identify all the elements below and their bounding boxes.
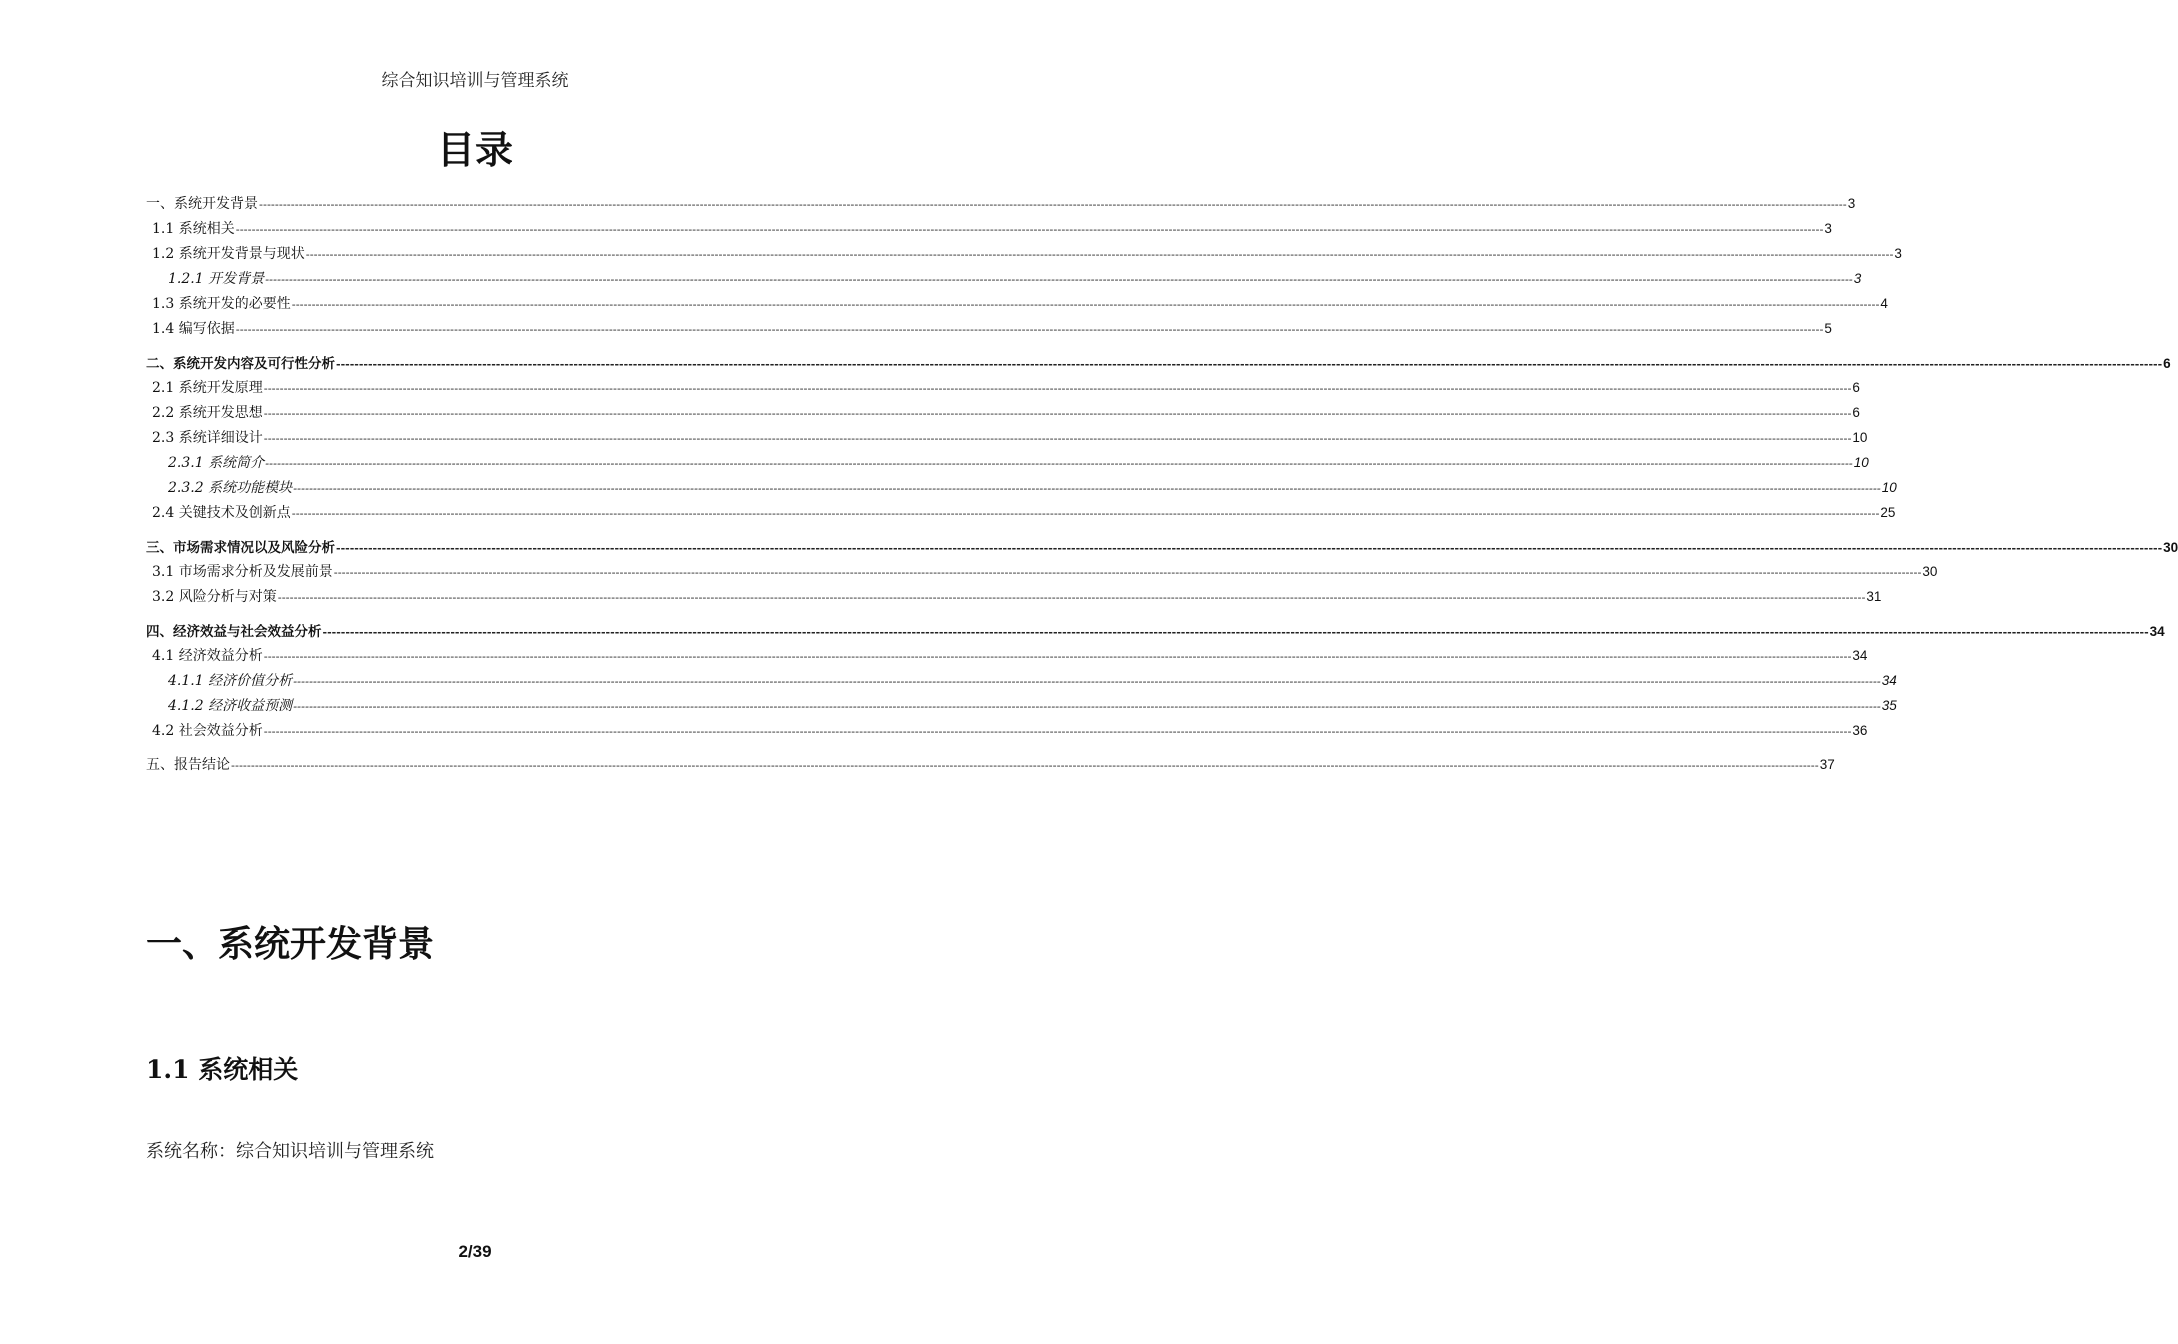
toc-entry[interactable] — [146, 193, 1856, 218]
toc-leader: ---------------------------------------------------------------------------------------------------------------------------------------------------------------------------------------------------------------------------------------------------------------------------------------------------------------------------------------------------------------------------------------------------------------- — [293, 700, 1881, 713]
toc-page-number: 6 — [1852, 380, 1860, 395]
toc-leader: ---------------------------------------------------------------------------------------------------------------------------------------------------------------------------------------------------------------------------------------------------------------------------------------------------------------------------------------------------------------------------------------------------------------- — [293, 675, 1881, 688]
toc-entry-text: 2.1 系统开发原理 — [152, 380, 263, 396]
toc-entry[interactable] — [146, 402, 1860, 427]
toc-page-number: 31 — [1866, 589, 1882, 604]
toc-leader: ---------------------------------------------------------------------------------------------------------------------------------------------------------------------------------------------------------------------------------------------------------------------------------------------------------------------------------------------------------------------------------------------------------------- — [235, 323, 1824, 336]
toc-entry-text: 1.2.1 开发背景 — [168, 271, 265, 287]
toc-page-number: 4 — [1880, 296, 1888, 311]
toc-page-number: 3 — [1847, 196, 1856, 211]
toc-entry[interactable] — [146, 586, 1882, 611]
toc-page-number: 34 — [1881, 673, 1897, 688]
toc-entry-text: 2.2 系统开发思想 — [152, 405, 263, 421]
toc-leader: ---------------------------------------------------------------------------------------------------------------------------------------------------------------------------------------------------------------------------------------------------------------------------------------------------------------------------------------------------------------------------------------------------------------- — [263, 725, 1852, 738]
toc-entry-text: 一、系统开发背景 — [146, 196, 258, 212]
toc-page-number: 37 — [1819, 757, 1835, 772]
toc-leader: ---------------------------------------------------------------------------------------------------------------------------------------------------------------------------------------------------------------------------------------------------------------------------------------------------------------------------------------------------------------------------------------------------------------- — [231, 759, 1819, 772]
table-of-contents — [146, 184, 2178, 779]
toc-entry-text: 2.3.1 系统简介 — [168, 455, 265, 471]
toc-entry[interactable] — [146, 695, 1897, 720]
toc-entry[interactable] — [146, 352, 2171, 377]
toc-leader: ---------------------------------------------------------------------------------------------------------------------------------------------------------------------------------------------------------------------------------------------------------------------------------------------------------------------------------------------------------------------------------------------------------------- — [336, 358, 2163, 371]
toc-entry-text: 二、系统开发内容及可行性分析 — [146, 356, 335, 372]
toc-entry[interactable] — [146, 243, 1902, 268]
toc-entry[interactable] — [146, 268, 1862, 293]
toc-title: 目录 — [436, 128, 513, 172]
toc-entry[interactable] — [146, 293, 1888, 318]
toc-entry-text: 4.1.2 经济收益预测 — [168, 698, 293, 714]
toc-page-number: 30 — [2163, 540, 2178, 555]
toc-leader: ---------------------------------------------------------------------------------------------------------------------------------------------------------------------------------------------------------------------------------------------------------------------------------------------------------------------------------------------------------------------------------------------------------------- — [322, 626, 2149, 639]
toc-entry[interactable] — [146, 536, 2178, 561]
toc-page-number: 3 — [1894, 246, 1902, 261]
body-paragraph: 系统名称：综合知识培训与管理系统 — [146, 1141, 434, 1162]
toc-page-number: 6 — [1852, 405, 1860, 420]
page-number: 2/39 — [458, 1242, 492, 1261]
toc-entry[interactable] — [146, 377, 1860, 402]
toc-entry-text: 4.1.1 经济价值分析 — [168, 673, 293, 689]
toc-page-number: 30 — [1922, 564, 1938, 579]
toc-leader: ---------------------------------------------------------------------------------------------------------------------------------------------------------------------------------------------------------------------------------------------------------------------------------------------------------------------------------------------------------------------------------------------------------------- — [265, 273, 1853, 286]
toc-entry-text: 1.3 系统开发的必要性 — [152, 296, 291, 312]
toc-leader: ---------------------------------------------------------------------------------------------------------------------------------------------------------------------------------------------------------------------------------------------------------------------------------------------------------------------------------------------------------------------------------------------------------------- — [263, 432, 1852, 445]
toc-page-number: 34 — [2149, 624, 2165, 639]
toc-entry[interactable] — [146, 502, 1896, 527]
toc-leader: ---------------------------------------------------------------------------------------------------------------------------------------------------------------------------------------------------------------------------------------------------------------------------------------------------------------------------------------------------------------------------------------------------------------- — [293, 482, 1881, 495]
toc-entry[interactable] — [146, 218, 1832, 243]
toc-entry[interactable] — [146, 670, 1897, 695]
toc-entry[interactable] — [146, 318, 1832, 343]
toc-entry-text: 2.3 系统详细设计 — [152, 430, 263, 446]
toc-entry-text: 3.1 市场需求分析及发展前景 — [152, 564, 333, 580]
toc-entry[interactable] — [146, 620, 2165, 645]
toc-page-number: 10 — [1881, 480, 1897, 495]
toc-leader: ---------------------------------------------------------------------------------------------------------------------------------------------------------------------------------------------------------------------------------------------------------------------------------------------------------------------------------------------------------------------------------------------------------------- — [259, 198, 1847, 211]
toc-leader: ---------------------------------------------------------------------------------------------------------------------------------------------------------------------------------------------------------------------------------------------------------------------------------------------------------------------------------------------------------------------------------------------------------------- — [263, 407, 1852, 420]
toc-page-number: 10 — [1853, 455, 1869, 470]
toc-page-number: 35 — [1881, 698, 1897, 713]
toc-leader: ---------------------------------------------------------------------------------------------------------------------------------------------------------------------------------------------------------------------------------------------------------------------------------------------------------------------------------------------------------------------------------------------------------------- — [263, 650, 1852, 663]
toc-page-number: 25 — [1880, 505, 1896, 520]
toc-leader: ---------------------------------------------------------------------------------------------------------------------------------------------------------------------------------------------------------------------------------------------------------------------------------------------------------------------------------------------------------------------------------------------------------------- — [265, 457, 1853, 470]
toc-page-number: 3 — [1824, 221, 1832, 236]
toc-leader: ---------------------------------------------------------------------------------------------------------------------------------------------------------------------------------------------------------------------------------------------------------------------------------------------------------------------------------------------------------------------------------------------------------------- — [291, 298, 1880, 311]
toc-page-number: 36 — [1852, 723, 1868, 738]
toc-entry-text: 4.1 经济效益分析 — [152, 648, 263, 664]
toc-page-number: 5 — [1824, 321, 1832, 336]
toc-entry-text: 四、经济效益与社会效益分析 — [146, 624, 322, 640]
toc-entry-text: 五、报告结论 — [146, 757, 230, 773]
toc-entry-text: 2.3.2 系统功能模块 — [168, 480, 293, 496]
toc-entry[interactable] — [146, 452, 1869, 477]
toc-leader: ---------------------------------------------------------------------------------------------------------------------------------------------------------------------------------------------------------------------------------------------------------------------------------------------------------------------------------------------------------------------------------------------------------------- — [263, 382, 1852, 395]
toc-entry-text: 3.2 风险分析与对策 — [152, 589, 277, 605]
toc-page-number: 3 — [1853, 271, 1862, 286]
toc-entry[interactable] — [146, 561, 1938, 586]
toc-entry[interactable] — [146, 427, 1868, 452]
subsection-heading: 1.1 系统相关 — [146, 1055, 299, 1084]
toc-entry-text: 2.4 关键技术及创新点 — [152, 505, 291, 521]
toc-entry-text: 三、市场需求情况以及风险分析 — [146, 540, 335, 556]
toc-entry-text: 4.2 社会效益分析 — [152, 723, 263, 739]
toc-leader: ---------------------------------------------------------------------------------------------------------------------------------------------------------------------------------------------------------------------------------------------------------------------------------------------------------------------------------------------------------------------------------------------------------------- — [291, 507, 1880, 520]
toc-entry-text: 1.1 系统相关 — [152, 221, 235, 237]
toc-entry[interactable] — [146, 477, 1897, 502]
toc-leader: ---------------------------------------------------------------------------------------------------------------------------------------------------------------------------------------------------------------------------------------------------------------------------------------------------------------------------------------------------------------------------------------------------------------- — [235, 223, 1824, 236]
running-header: 综合知识培训与管理系统 — [381, 71, 569, 91]
toc-leader: ---------------------------------------------------------------------------------------------------------------------------------------------------------------------------------------------------------------------------------------------------------------------------------------------------------------------------------------------------------------------------------------------------------------- — [305, 248, 1894, 261]
section-heading: 一、系统开发背景 — [146, 923, 435, 965]
toc-entry[interactable] — [146, 754, 1835, 779]
toc-leader: ---------------------------------------------------------------------------------------------------------------------------------------------------------------------------------------------------------------------------------------------------------------------------------------------------------------------------------------------------------------------------------------------------------------- — [277, 591, 1866, 604]
toc-leader: ---------------------------------------------------------------------------------------------------------------------------------------------------------------------------------------------------------------------------------------------------------------------------------------------------------------------------------------------------------------------------------------------------------------- — [336, 542, 2163, 555]
toc-entry-text: 1.2 系统开发背景与现状 — [152, 246, 305, 262]
toc-entry-text: 1.4 编写依据 — [152, 321, 235, 337]
toc-leader: ---------------------------------------------------------------------------------------------------------------------------------------------------------------------------------------------------------------------------------------------------------------------------------------------------------------------------------------------------------------------------------------------------------------- — [333, 566, 1922, 579]
toc-entry[interactable] — [146, 645, 1868, 670]
toc-page-number: 34 — [1852, 648, 1868, 663]
toc-page-number: 10 — [1852, 430, 1868, 445]
toc-page-number: 6 — [2163, 356, 2171, 371]
toc-entry[interactable] — [146, 720, 1868, 745]
